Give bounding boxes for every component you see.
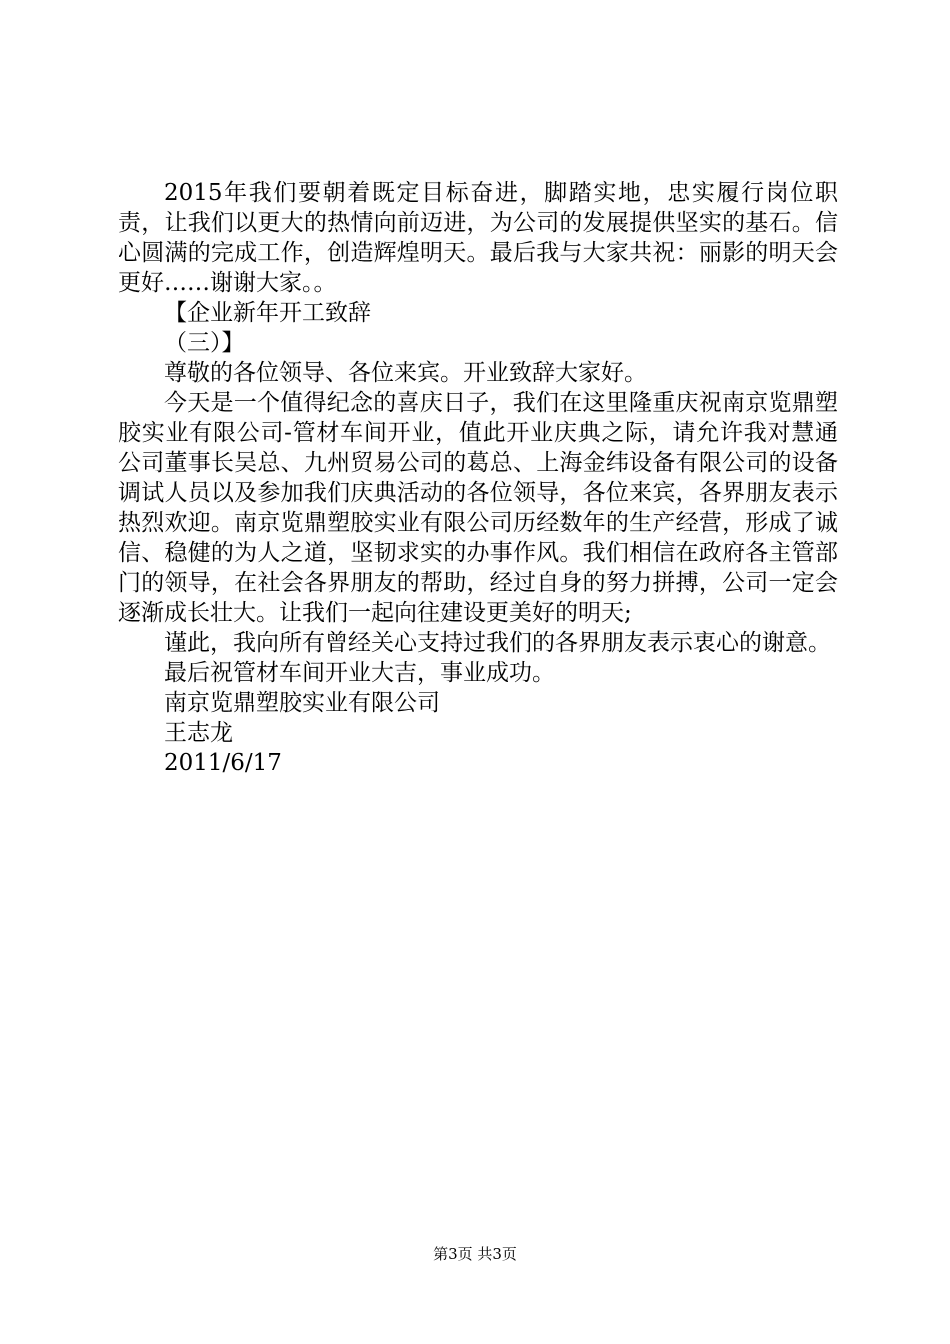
signature-company: 南京览鼎塑胶实业有限公司 <box>164 690 440 716</box>
section-heading-line2: （三）】 <box>164 330 245 356</box>
paragraph-closing-2015: 2015年我们要朝着既定目标奋进，脚踏实地，忠实履行岗位职责，让我们以更大的热情向前迈进，为公司的发展提供坚实的基石。信心圆满的完成工作，创造辉煌明天。最后我与大家共祝：丽影的明天会更好……谢谢大家。。 <box>118 180 838 296</box>
document-body <box>118 178 838 778</box>
page-number-footer: 第3页 共3页 <box>433 1245 517 1263</box>
paragraph-main-speech: 今天是一个值得纪念的喜庆日子，我们在这里隆重庆祝南京览鼎塑胶实业有限公司-管材车间开业，值此开业庆典之际，请允许我对慧通公司董事长吴总、九州贸易公司的葛总、上海金纬设备有限公司的设备调试人员以及参加我们庆典活动的各位领导，各位来宾，各界朋友表示热烈欢迎。南京览鼎塑胶实业有限公司历经数年的生产经营，形成了诚信、稳健的为人之道，坚韧求实的办事作风。我们相信在政府各主管部门的领导，在社会各界朋友的帮助，经过自身的努力拼搏，公司一定会逐渐成长壮大。让我们一起向往建设更美好的明天; <box>118 390 838 626</box>
signature-date: 2011/6/17 <box>164 750 282 776</box>
paragraph-wishes: 最后祝管材车间开业大吉，事业成功。 <box>164 660 555 686</box>
signature-name: 王志龙 <box>164 720 233 746</box>
section-heading-line1: 【企业新年开工致辞 <box>164 300 371 326</box>
paragraph-thanks: 谨此，我向所有曾经关心支持过我们的各界朋友表示衷心的谢意。 <box>164 630 831 656</box>
salutation: 尊敬的各位领导、各位来宾。开业致辞大家好。 <box>164 360 647 386</box>
